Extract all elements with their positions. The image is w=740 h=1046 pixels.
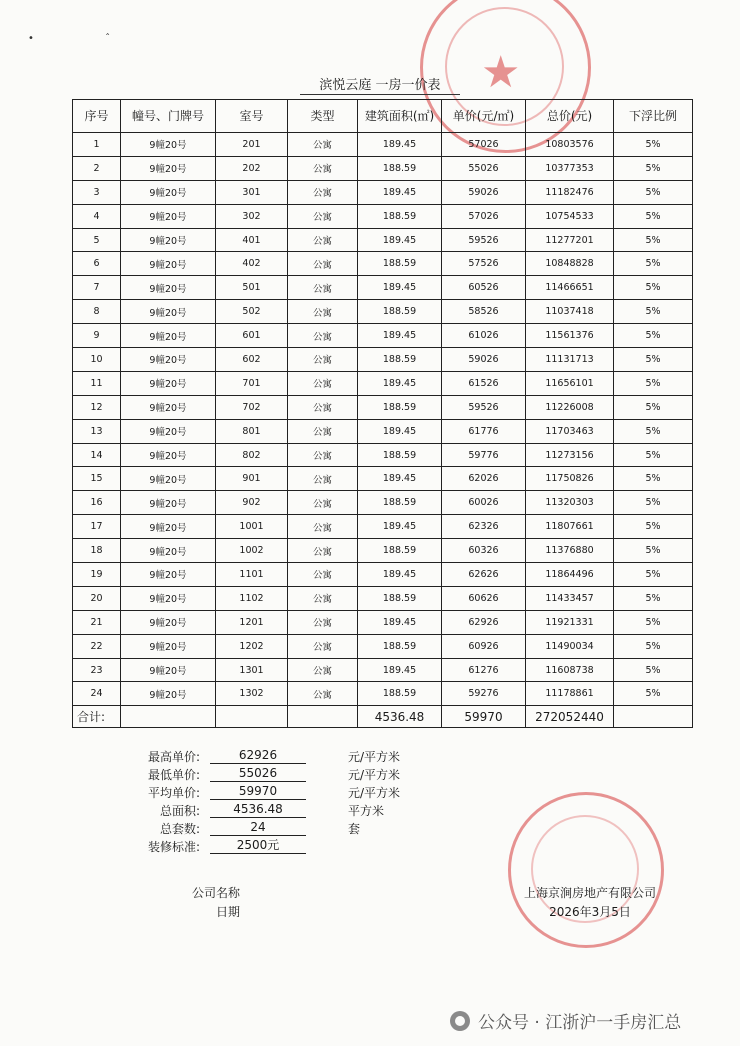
- row-room: 301: [216, 180, 288, 204]
- row-index: 11: [73, 371, 121, 395]
- row-building: 9幢20号: [121, 515, 216, 539]
- row-type: 公寓: [288, 300, 358, 324]
- row-area: 189.45: [358, 563, 442, 587]
- row-index: 13: [73, 419, 121, 443]
- row-type: 公寓: [288, 228, 358, 252]
- table-row: [73, 467, 693, 491]
- row-discount: 5%: [614, 491, 693, 515]
- row-discount: 5%: [614, 682, 693, 706]
- row-building: 9幢20号: [121, 443, 216, 467]
- row-discount: 5%: [614, 228, 693, 252]
- row-index: 2: [73, 156, 121, 180]
- row-type: 公寓: [288, 658, 358, 682]
- row-room: 201: [216, 133, 288, 157]
- summary-value: 55026: [210, 766, 306, 782]
- row-unit-price: 59526: [442, 228, 526, 252]
- row-unit-price: 62326: [442, 515, 526, 539]
- row-type: 公寓: [288, 467, 358, 491]
- row-total-price: 10848828: [526, 252, 614, 276]
- row-unit-price: 57026: [442, 204, 526, 228]
- row-type: 公寓: [288, 371, 358, 395]
- row-total-price: 11320303: [526, 491, 614, 515]
- row-total-price: 11226008: [526, 395, 614, 419]
- row-type: 公寓: [288, 133, 358, 157]
- row-building: 9幢20号: [121, 682, 216, 706]
- row-discount: 5%: [614, 276, 693, 300]
- row-total-price: 11807661: [526, 515, 614, 539]
- row-area: 188.59: [358, 586, 442, 610]
- row-area: 189.45: [358, 324, 442, 348]
- row-room: 502: [216, 300, 288, 324]
- summary-unit: 套: [348, 822, 361, 836]
- row-building: 9幢20号: [121, 371, 216, 395]
- row-total-price: 11433457: [526, 586, 614, 610]
- row-unit-price: 62926: [442, 610, 526, 634]
- row-room: 1302: [216, 682, 288, 706]
- col-header-room: 室号: [216, 100, 288, 133]
- row-total-price: 10803576: [526, 133, 614, 157]
- summary-unit: 元/平方米: [348, 786, 401, 800]
- row-discount: 5%: [614, 634, 693, 658]
- row-area: 189.45: [358, 515, 442, 539]
- row-unit-price: 60526: [442, 276, 526, 300]
- wechat-icon: [450, 1011, 470, 1031]
- row-unit-price: 62626: [442, 563, 526, 587]
- row-index: 12: [73, 395, 121, 419]
- row-discount: 5%: [614, 443, 693, 467]
- row-discount: 5%: [614, 252, 693, 276]
- summary-row: [100, 820, 440, 836]
- summary-row: [100, 784, 440, 800]
- row-index: 15: [73, 467, 121, 491]
- star-icon: ★: [481, 47, 521, 98]
- row-room: 401: [216, 228, 288, 252]
- row-building: 9幢20号: [121, 491, 216, 515]
- row-index: 20: [73, 586, 121, 610]
- row-total-price: 11273156: [526, 443, 614, 467]
- row-discount: 5%: [614, 324, 693, 348]
- col-header-unit-price: 单价(元/㎡): [442, 100, 526, 133]
- summary-value: 59970: [210, 784, 306, 800]
- table-row: [73, 563, 693, 587]
- table-row: [73, 204, 693, 228]
- row-building: 9幢20号: [121, 204, 216, 228]
- row-room: 702: [216, 395, 288, 419]
- row-building: 9幢20号: [121, 276, 216, 300]
- summary-label: 总面积:: [159, 804, 200, 818]
- row-index: 8: [73, 300, 121, 324]
- col-header-index: 序号: [73, 100, 121, 133]
- scan-marks: • ˆ: [28, 33, 145, 44]
- row-room: 1201: [216, 610, 288, 634]
- row-area: 188.59: [358, 491, 442, 515]
- price-table: [72, 99, 693, 728]
- row-building: 9幢20号: [121, 324, 216, 348]
- row-area: 189.45: [358, 467, 442, 491]
- row-room: 1101: [216, 563, 288, 587]
- row-building: 9幢20号: [121, 395, 216, 419]
- row-area: 188.59: [358, 634, 442, 658]
- table-row: [73, 634, 693, 658]
- official-seal-bottom: [508, 792, 664, 948]
- row-index: 21: [73, 610, 121, 634]
- row-total-price: 11182476: [526, 180, 614, 204]
- row-total-price: 11608738: [526, 658, 614, 682]
- row-building: 9幢20号: [121, 563, 216, 587]
- row-unit-price: 60926: [442, 634, 526, 658]
- summary-label: 最低单价:: [147, 768, 200, 782]
- table-row: [73, 156, 693, 180]
- summary-row: [100, 802, 440, 818]
- row-total-price: 11750826: [526, 467, 614, 491]
- row-index: 3: [73, 180, 121, 204]
- col-header-type: 类型: [288, 100, 358, 133]
- col-header-building: 幢号、门牌号: [121, 100, 216, 133]
- row-index: 10: [73, 348, 121, 372]
- row-index: 22: [73, 634, 121, 658]
- company-name: 上海京涧房地产有限公司: [523, 886, 656, 900]
- table-row: [73, 348, 693, 372]
- row-area: 188.59: [358, 204, 442, 228]
- table-row: [73, 180, 693, 204]
- row-area: 188.59: [358, 348, 442, 372]
- row-total-price: 11864496: [526, 563, 614, 587]
- row-discount: 5%: [614, 467, 693, 491]
- row-unit-price: 59776: [442, 443, 526, 467]
- row-total-price: 11277201: [526, 228, 614, 252]
- row-building: 9幢20号: [121, 133, 216, 157]
- table-row: [73, 252, 693, 276]
- table-total-row: [73, 706, 693, 728]
- row-area: 189.45: [358, 419, 442, 443]
- row-discount: 5%: [614, 395, 693, 419]
- row-total-price: 10754533: [526, 204, 614, 228]
- summary-unit: 平方米: [348, 804, 385, 818]
- row-unit-price: 61276: [442, 658, 526, 682]
- row-area: 189.45: [358, 276, 442, 300]
- row-index: 17: [73, 515, 121, 539]
- summary-unit: 元/平方米: [348, 750, 401, 764]
- table-row: [73, 515, 693, 539]
- row-index: 14: [73, 443, 121, 467]
- table-row: [73, 133, 693, 157]
- row-area: 189.45: [358, 228, 442, 252]
- row-total-price: 11490034: [526, 634, 614, 658]
- row-unit-price: 60326: [442, 539, 526, 563]
- row-room: 501: [216, 276, 288, 300]
- row-room: 1002: [216, 539, 288, 563]
- row-total-price: 11466651: [526, 276, 614, 300]
- row-unit-price: 57526: [442, 252, 526, 276]
- row-type: 公寓: [288, 180, 358, 204]
- row-room: 1202: [216, 634, 288, 658]
- row-unit-price: 61026: [442, 324, 526, 348]
- row-discount: 5%: [614, 180, 693, 204]
- row-discount: 5%: [614, 348, 693, 372]
- table-row: [73, 324, 693, 348]
- date-value: 2026年3月5日: [549, 905, 631, 919]
- row-room: 1001: [216, 515, 288, 539]
- row-discount: 5%: [614, 371, 693, 395]
- row-area: 188.59: [358, 252, 442, 276]
- row-discount: 5%: [614, 658, 693, 682]
- table-row: [73, 539, 693, 563]
- row-discount: 5%: [614, 300, 693, 324]
- row-area: 189.45: [358, 180, 442, 204]
- row-unit-price: 58526: [442, 300, 526, 324]
- row-room: 902: [216, 491, 288, 515]
- row-type: 公寓: [288, 539, 358, 563]
- row-area: 189.45: [358, 371, 442, 395]
- row-index: 6: [73, 252, 121, 276]
- summary-value: 4536.48: [210, 802, 306, 818]
- row-unit-price: 59526: [442, 395, 526, 419]
- summary-row: [100, 748, 440, 764]
- row-unit-price: 59026: [442, 180, 526, 204]
- col-header-discount: 下浮比例: [614, 100, 693, 133]
- row-total-price: 10377353: [526, 156, 614, 180]
- row-type: 公寓: [288, 348, 358, 372]
- row-discount: 5%: [614, 204, 693, 228]
- row-total-price: 11131713: [526, 348, 614, 372]
- table-row: [73, 658, 693, 682]
- row-room: 901: [216, 467, 288, 491]
- watermark-text: 公众号 · 江浙沪一手房汇总: [478, 1013, 682, 1033]
- row-building: 9幢20号: [121, 539, 216, 563]
- row-building: 9幢20号: [121, 180, 216, 204]
- row-unit-price: 59026: [442, 348, 526, 372]
- row-area: 188.59: [358, 539, 442, 563]
- row-unit-price: 55026: [442, 156, 526, 180]
- row-type: 公寓: [288, 252, 358, 276]
- row-area: 188.59: [358, 156, 442, 180]
- row-discount: 5%: [614, 419, 693, 443]
- row-index: 9: [73, 324, 121, 348]
- table-row: [73, 491, 693, 515]
- row-index: 24: [73, 682, 121, 706]
- row-building: 9幢20号: [121, 610, 216, 634]
- table-header-row: [73, 100, 693, 133]
- company-label: 公司名称: [191, 886, 240, 900]
- row-room: 402: [216, 252, 288, 276]
- row-index: 16: [73, 491, 121, 515]
- summary-row: [100, 766, 440, 782]
- row-type: 公寓: [288, 682, 358, 706]
- row-total-price: 11921331: [526, 610, 614, 634]
- row-building: 9幢20号: [121, 156, 216, 180]
- row-discount: 5%: [614, 156, 693, 180]
- table-row: [73, 443, 693, 467]
- row-building: 9幢20号: [121, 467, 216, 491]
- watermark: [450, 1008, 681, 1033]
- total-area: 4536.48: [358, 706, 442, 728]
- table-row: [73, 682, 693, 706]
- row-unit-price: 61776: [442, 419, 526, 443]
- summary-label: 总套数:: [159, 822, 200, 836]
- row-unit-price: 57026: [442, 133, 526, 157]
- col-header-total-price: 总价(元): [526, 100, 614, 133]
- row-total-price: 11037418: [526, 300, 614, 324]
- row-type: 公寓: [288, 515, 358, 539]
- table-row: [73, 586, 693, 610]
- row-type: 公寓: [288, 324, 358, 348]
- summary-label: 平均单价:: [147, 786, 200, 800]
- row-total-price: 11178861: [526, 682, 614, 706]
- table-row: [73, 395, 693, 419]
- col-header-area: 建筑面积(㎡): [358, 100, 442, 133]
- row-building: 9幢20号: [121, 658, 216, 682]
- total-price: 272052440: [526, 706, 614, 728]
- row-discount: 5%: [614, 610, 693, 634]
- row-discount: 5%: [614, 515, 693, 539]
- row-index: 23: [73, 658, 121, 682]
- row-type: 公寓: [288, 491, 358, 515]
- row-discount: 5%: [614, 563, 693, 587]
- row-unit-price: 62026: [442, 467, 526, 491]
- table-row: [73, 419, 693, 443]
- row-index: 7: [73, 276, 121, 300]
- row-room: 602: [216, 348, 288, 372]
- row-building: 9幢20号: [121, 228, 216, 252]
- row-building: 9幢20号: [121, 634, 216, 658]
- row-room: 701: [216, 371, 288, 395]
- row-type: 公寓: [288, 395, 358, 419]
- row-type: 公寓: [288, 563, 358, 587]
- row-area: 188.59: [358, 682, 442, 706]
- row-total-price: 11703463: [526, 419, 614, 443]
- row-building: 9幢20号: [121, 419, 216, 443]
- row-room: 601: [216, 324, 288, 348]
- row-index: 19: [73, 563, 121, 587]
- row-type: 公寓: [288, 276, 358, 300]
- page-title: 滨悦云庭 一房一价表: [300, 74, 460, 95]
- summary-label: 最高单价:: [147, 750, 200, 764]
- row-building: 9幢20号: [121, 348, 216, 372]
- date-label: 日期: [215, 905, 240, 919]
- row-area: 189.45: [358, 658, 442, 682]
- row-index: 1: [73, 133, 121, 157]
- row-type: 公寓: [288, 586, 358, 610]
- row-total-price: 11656101: [526, 371, 614, 395]
- row-room: 302: [216, 204, 288, 228]
- row-index: 18: [73, 539, 121, 563]
- row-unit-price: 61526: [442, 371, 526, 395]
- table-row: [73, 371, 693, 395]
- row-area: 188.59: [358, 443, 442, 467]
- row-total-price: 11561376: [526, 324, 614, 348]
- row-total-price: 11376880: [526, 539, 614, 563]
- total-unit-price: 59970: [442, 706, 526, 728]
- row-building: 9幢20号: [121, 586, 216, 610]
- row-discount: 5%: [614, 586, 693, 610]
- row-unit-price: 60026: [442, 491, 526, 515]
- row-room: 801: [216, 419, 288, 443]
- table-row: [73, 228, 693, 252]
- row-discount: 5%: [614, 133, 693, 157]
- row-area: 188.59: [358, 395, 442, 419]
- row-type: 公寓: [288, 443, 358, 467]
- row-unit-price: 59276: [442, 682, 526, 706]
- row-room: 802: [216, 443, 288, 467]
- row-area: 189.45: [358, 610, 442, 634]
- row-area: 189.45: [358, 133, 442, 157]
- row-type: 公寓: [288, 156, 358, 180]
- row-type: 公寓: [288, 204, 358, 228]
- row-area: 188.59: [358, 300, 442, 324]
- summary-value: 62926: [210, 748, 306, 764]
- row-type: 公寓: [288, 610, 358, 634]
- table-row: [73, 300, 693, 324]
- summary-row: [100, 838, 440, 854]
- total-label: 合计:: [73, 706, 121, 728]
- row-type: 公寓: [288, 634, 358, 658]
- summary-value: 24: [210, 820, 306, 836]
- row-index: 4: [73, 204, 121, 228]
- row-room: 1301: [216, 658, 288, 682]
- summary-value: 2500元: [210, 838, 306, 854]
- row-discount: 5%: [614, 539, 693, 563]
- table-row: [73, 610, 693, 634]
- row-building: 9幢20号: [121, 252, 216, 276]
- row-room: 202: [216, 156, 288, 180]
- row-index: 5: [73, 228, 121, 252]
- summary-label: 装修标准:: [147, 840, 200, 854]
- summary-unit: 元/平方米: [348, 768, 401, 782]
- row-room: 1102: [216, 586, 288, 610]
- table-row: [73, 276, 693, 300]
- row-building: 9幢20号: [121, 300, 216, 324]
- row-unit-price: 60626: [442, 586, 526, 610]
- row-type: 公寓: [288, 419, 358, 443]
